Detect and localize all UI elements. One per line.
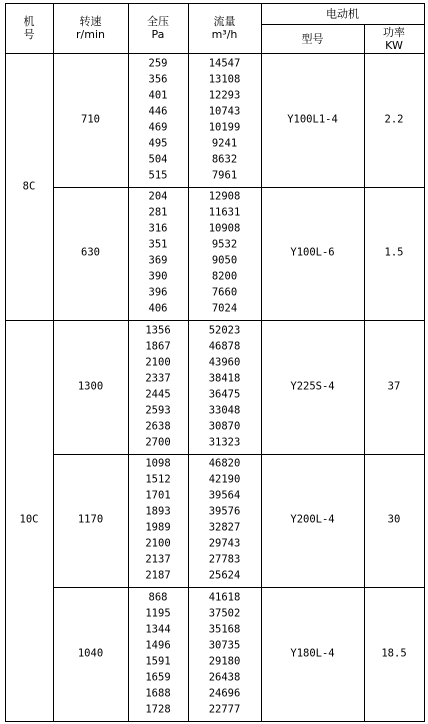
flow-value: 10908 <box>208 222 241 235</box>
pressure-value: 1893 <box>145 505 171 518</box>
pressure-value: 1701 <box>145 489 171 502</box>
header-motor-model: 型号 <box>301 32 324 45</box>
flow-value: 37502 <box>208 607 241 620</box>
pressure-value: 2700 <box>145 436 171 449</box>
pressure-value: 356 <box>148 73 168 86</box>
flow-value: 7961 <box>211 169 238 182</box>
pressure-value: 446 <box>148 105 168 118</box>
motor-model-value: Y180L-4 <box>290 647 335 660</box>
flow-value: 43960 <box>208 356 241 369</box>
flow-value: 31323 <box>208 436 241 449</box>
pressure-value: 1989 <box>145 521 171 534</box>
speed-value: 1300 <box>77 380 104 393</box>
flow-value: 8200 <box>211 270 238 283</box>
pressure-value: 396 <box>148 286 168 299</box>
pressure-value: 351 <box>148 238 168 251</box>
pressure-value: 2638 <box>145 420 171 433</box>
flow-value: 27783 <box>208 553 241 566</box>
pressure-value: 2100 <box>145 356 171 369</box>
grid-line <box>53 587 425 588</box>
header-machine-no: 机 号 <box>23 15 35 41</box>
pressure-value: 1356 <box>145 324 171 337</box>
pressure-value: 1728 <box>145 703 171 716</box>
pressure-value: 2593 <box>145 404 171 417</box>
pressure-value: 1344 <box>145 623 171 636</box>
grid-line <box>53 3 54 722</box>
header-motor-power: 功率 KW <box>383 25 405 52</box>
flow-value: 9532 <box>211 238 238 251</box>
pressure-value: 2137 <box>145 553 171 566</box>
pressure-value: 369 <box>148 254 168 267</box>
motor-model-value: Y200L-4 <box>290 513 335 526</box>
pressure-value: 504 <box>148 153 168 166</box>
grid-line <box>5 721 425 722</box>
motor-power-value: 30 <box>387 513 401 526</box>
motor-power-value: 37 <box>387 380 401 393</box>
grid-line <box>364 24 365 722</box>
flow-value: 30735 <box>208 639 241 652</box>
flow-value: 22777 <box>208 703 241 716</box>
flow-value: 7660 <box>211 286 238 299</box>
flow-value: 24696 <box>208 687 241 700</box>
flow-value: 46878 <box>208 340 241 353</box>
pressure-value: 515 <box>148 169 168 182</box>
pressure-value: 1591 <box>145 655 171 668</box>
pressure-value: 316 <box>148 222 168 235</box>
flow-value: 30870 <box>208 420 241 433</box>
header-motor: 电动机 <box>326 7 359 20</box>
pressure-value: 281 <box>148 206 168 219</box>
pressure-value: 390 <box>148 270 168 283</box>
pressure-value: 2187 <box>145 569 171 582</box>
flow-value: 26438 <box>208 671 241 684</box>
flow-value: 42190 <box>208 473 241 486</box>
flow-value: 12293 <box>208 89 241 102</box>
flow-value: 13108 <box>208 73 241 86</box>
motor-power-value: 2.2 <box>384 113 404 126</box>
flow-value: 46820 <box>208 457 241 470</box>
pressure-value: 1659 <box>145 671 171 684</box>
pressure-value: 495 <box>148 137 168 150</box>
pressure-value: 1688 <box>145 687 171 700</box>
grid-line <box>424 3 425 722</box>
speed-value: 1040 <box>77 647 104 660</box>
header-pressure: 全压 Pa <box>147 15 169 41</box>
grid-line <box>261 24 425 25</box>
machine-no-value: 8C <box>22 180 36 192</box>
pressure-value: 259 <box>148 57 168 70</box>
flow-value: 9050 <box>211 254 238 267</box>
pressure-value: 2445 <box>145 388 171 401</box>
flow-value: 7024 <box>211 302 238 315</box>
grid-line <box>261 3 262 722</box>
flow-value: 36475 <box>208 388 241 401</box>
header-flow: 流量 m³/h <box>211 15 238 41</box>
flow-value: 14547 <box>208 57 241 70</box>
flow-value: 11631 <box>208 206 241 219</box>
motor-power-value: 18.5 <box>381 647 407 660</box>
pressure-value: 2100 <box>145 537 171 550</box>
grid-line <box>188 3 189 722</box>
flow-value: 35168 <box>208 623 241 636</box>
flow-value: 9241 <box>211 137 238 150</box>
pressure-value: 868 <box>148 591 168 604</box>
flow-value: 10199 <box>208 121 241 134</box>
pressure-value: 469 <box>148 121 168 134</box>
flow-value: 29743 <box>208 537 241 550</box>
flow-value: 39576 <box>208 505 241 518</box>
pressure-value: 1098 <box>145 457 171 470</box>
grid-line <box>5 3 6 722</box>
flow-value: 25624 <box>208 569 241 582</box>
grid-line <box>5 53 425 54</box>
flow-value: 32827 <box>208 521 241 534</box>
speed-value: 1170 <box>77 513 104 526</box>
machine-no-value: 10C <box>19 513 39 526</box>
motor-model-value: Y100L1-4 <box>287 113 338 126</box>
flow-value: 39564 <box>208 489 241 502</box>
grid-line <box>5 320 425 321</box>
flow-value: 12908 <box>208 190 241 203</box>
pressure-value: 1867 <box>145 340 171 353</box>
pressure-value: 2337 <box>145 372 171 385</box>
flow-value: 29180 <box>208 655 241 668</box>
flow-value: 33048 <box>208 404 241 417</box>
grid-line <box>5 3 425 4</box>
speed-value: 710 <box>81 113 100 126</box>
grid-line <box>53 187 425 188</box>
pressure-value: 1195 <box>145 607 171 620</box>
grid-line <box>128 3 129 722</box>
header-speed: 转速 r/min <box>76 15 105 41</box>
flow-value: 10743 <box>208 105 241 118</box>
pressure-value: 401 <box>148 89 168 102</box>
pressure-value: 1512 <box>145 473 171 486</box>
flow-value: 41618 <box>208 591 241 604</box>
pressure-value: 204 <box>148 190 168 203</box>
motor-power-value: 1.5 <box>384 246 404 259</box>
flow-value: 8632 <box>211 153 238 166</box>
speed-value: 630 <box>81 246 100 259</box>
motor-model-value: Y100L-6 <box>290 246 335 259</box>
pressure-value: 406 <box>148 302 168 315</box>
flow-value: 38418 <box>208 372 241 385</box>
motor-model-value: Y225S-4 <box>290 380 335 393</box>
flow-value: 52023 <box>208 324 241 337</box>
pressure-value: 1496 <box>145 639 171 652</box>
grid-line <box>53 454 425 455</box>
